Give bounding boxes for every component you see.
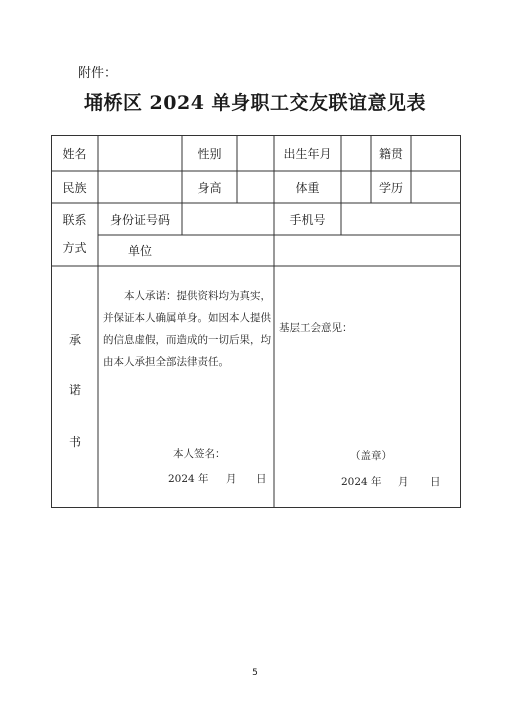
- label-contact-line1: 联系: [62, 212, 87, 227]
- label-contact-line2: 方式: [62, 240, 87, 255]
- union-date-day: 日: [430, 476, 441, 488]
- pledge-date-day: 日: [256, 473, 267, 485]
- pledge-date-year: 2024 年: [168, 473, 209, 485]
- label-education: 学历: [378, 180, 403, 195]
- pledge-date-month: 月: [226, 473, 237, 485]
- union-date-year: 2024 年: [341, 476, 382, 488]
- union-stamp-label: （盖章）: [350, 450, 392, 462]
- pledge-text: 本人承诺：提供资料均为真实，并保证本人确属单身。如因本人提供的信息虚假，而造成的一切后果，均由本人承担全部法律责任。: [103, 290, 271, 368]
- ethnicity-field[interactable]: [99, 172, 181, 202]
- label-id-number: 身份证号码: [109, 212, 170, 227]
- birth-field[interactable]: [342, 136, 370, 170]
- pledge-label-char-1: 承: [68, 333, 81, 347]
- label-origin: 籍贯: [378, 146, 403, 161]
- education-field[interactable]: [412, 172, 460, 202]
- label-birth: 出生年月: [283, 146, 332, 161]
- height-field[interactable]: [238, 172, 273, 202]
- label-name: 姓名: [62, 146, 87, 161]
- gender-field[interactable]: [238, 136, 273, 170]
- label-phone: 手机号: [289, 212, 326, 227]
- id-number-field[interactable]: [183, 204, 273, 234]
- label-weight: 体重: [295, 180, 320, 195]
- label-ethnicity: 民族: [62, 180, 87, 195]
- signature-label: 本人签名：: [173, 448, 226, 460]
- label-height: 身高: [197, 180, 222, 195]
- form-title: 埇桥区 2024 单身职工交友联谊意见表: [83, 92, 427, 114]
- label-gender: 性别: [197, 146, 222, 161]
- pledge-label-char-3: 书: [68, 435, 81, 449]
- union-date-month: 月: [398, 476, 409, 488]
- phone-field[interactable]: [342, 204, 460, 234]
- weight-field[interactable]: [342, 172, 370, 202]
- origin-field[interactable]: [412, 136, 460, 170]
- application-form-table: [51, 135, 461, 508]
- name-field[interactable]: [99, 136, 181, 170]
- page-number: 5: [252, 668, 258, 678]
- union-opinion-label: 基层工会意见：: [279, 322, 353, 334]
- label-employer: 单位: [127, 244, 152, 258]
- attachment-label: 附件：: [78, 66, 118, 81]
- pledge-label-char-2: 诺: [68, 383, 81, 397]
- employer-field[interactable]: [183, 236, 460, 265]
